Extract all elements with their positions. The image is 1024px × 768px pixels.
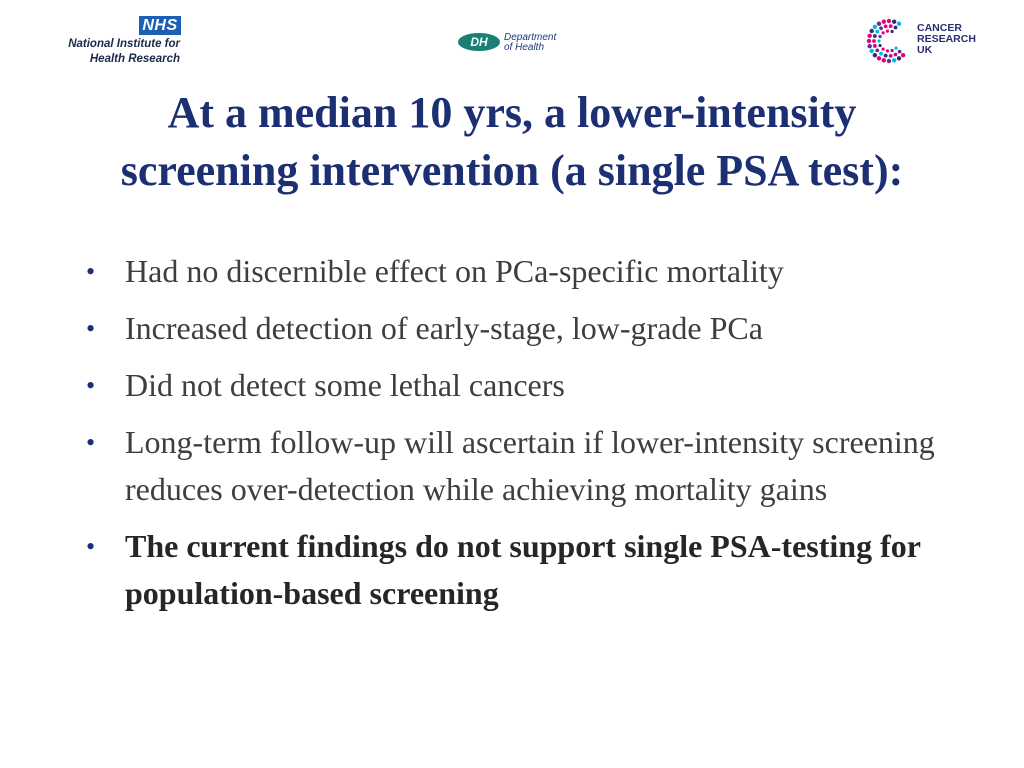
cruk-dot <box>889 54 893 58</box>
bullet-dot-icon: • <box>86 532 96 561</box>
cruk-name-line1: CANCER <box>917 22 962 34</box>
cruk-dot <box>877 56 881 60</box>
slide-title-line2: screening intervention (a single PSA test): <box>120 146 904 195</box>
cruk-dot <box>882 31 885 34</box>
cruk-dot <box>884 24 888 28</box>
cruk-dot <box>897 21 901 25</box>
cruk-dot <box>867 34 871 38</box>
cruk-dot <box>882 58 886 62</box>
bullet-text: The current findings do not support single PSA-testing for population-based screening <box>125 528 921 611</box>
cruk-dot <box>869 49 873 53</box>
cruk-dot <box>898 50 902 54</box>
cruk-dot <box>872 39 876 43</box>
cruk-dot <box>873 25 877 29</box>
bullet-item-conclusion <box>80 523 960 617</box>
nhs-badge: NHS <box>139 16 181 35</box>
dh-name-line1: Department <box>504 32 557 43</box>
cruk-dot <box>867 44 871 48</box>
nihr-logo <box>42 16 182 70</box>
bullet-item <box>80 362 960 409</box>
cruk-dot <box>873 44 877 48</box>
cruk-dot <box>875 30 879 34</box>
cancer-research-uk-logo <box>864 16 984 66</box>
cruk-dot <box>877 39 880 42</box>
cruk-dot <box>897 56 901 60</box>
bullet-item <box>80 419 960 513</box>
bullet-dot-icon: • <box>86 314 96 343</box>
cruk-dot <box>889 24 893 28</box>
bullet-text: Did not detect some lethal cancers <box>125 367 565 403</box>
cruk-dot <box>873 53 877 57</box>
cruk-dot <box>882 19 886 23</box>
bullet-item <box>80 248 960 295</box>
cruk-dot <box>894 46 897 49</box>
cruk-dot <box>892 58 896 62</box>
cruk-dot <box>892 19 896 23</box>
bullet-text: Had no discernible effect on PCa-specific mortality <box>125 253 784 289</box>
cruk-dotted-c-icon <box>864 16 914 66</box>
cruk-name-line3: UK <box>917 44 933 56</box>
cruk-dot <box>869 29 873 33</box>
bullet-dot-icon: • <box>86 257 96 286</box>
slide-title-line1: At a median 10 yrs, a lower-intensity <box>167 88 857 137</box>
dh-mark: DH <box>458 33 500 51</box>
cruk-dot <box>879 26 883 30</box>
cruk-dot <box>877 21 881 25</box>
cruk-dot <box>884 54 888 58</box>
cruk-dot <box>894 26 898 30</box>
bullet-list <box>80 248 960 627</box>
cruk-dot <box>875 48 879 52</box>
cruk-dot <box>887 59 891 63</box>
bullet-dot-icon: • <box>86 371 96 400</box>
cruk-dot <box>886 49 889 52</box>
cruk-dot <box>894 53 898 57</box>
slide-title <box>0 84 1024 200</box>
cruk-dot <box>879 52 883 56</box>
cruk-dot <box>873 34 877 38</box>
cruk-dot <box>890 30 893 33</box>
dh-name-line2: of Health <box>504 42 545 53</box>
cruk-dot <box>886 30 889 33</box>
cruk-dot <box>882 47 885 50</box>
bullet-item <box>80 305 960 352</box>
cruk-dot <box>901 53 905 57</box>
cruk-dot <box>878 35 881 38</box>
cruk-name-line2: RESEARCH <box>917 33 976 45</box>
nihr-name-line1: National Institute for <box>68 38 180 50</box>
cruk-dot <box>890 49 893 52</box>
cruk-dot <box>867 39 871 43</box>
bullet-dot-icon: • <box>86 428 96 457</box>
bullet-text: Increased detection of early-stage, low-grade PCa <box>125 310 763 346</box>
bullet-text: Long-term follow-up will ascertain if lower-intensity screening reduces over-detection while achieving mortality gains <box>125 424 935 507</box>
cruk-dot <box>887 19 891 23</box>
cruk-dot <box>878 44 881 47</box>
department-of-health-logo <box>458 32 586 54</box>
nihr-name-line2: Health Research <box>89 53 180 65</box>
